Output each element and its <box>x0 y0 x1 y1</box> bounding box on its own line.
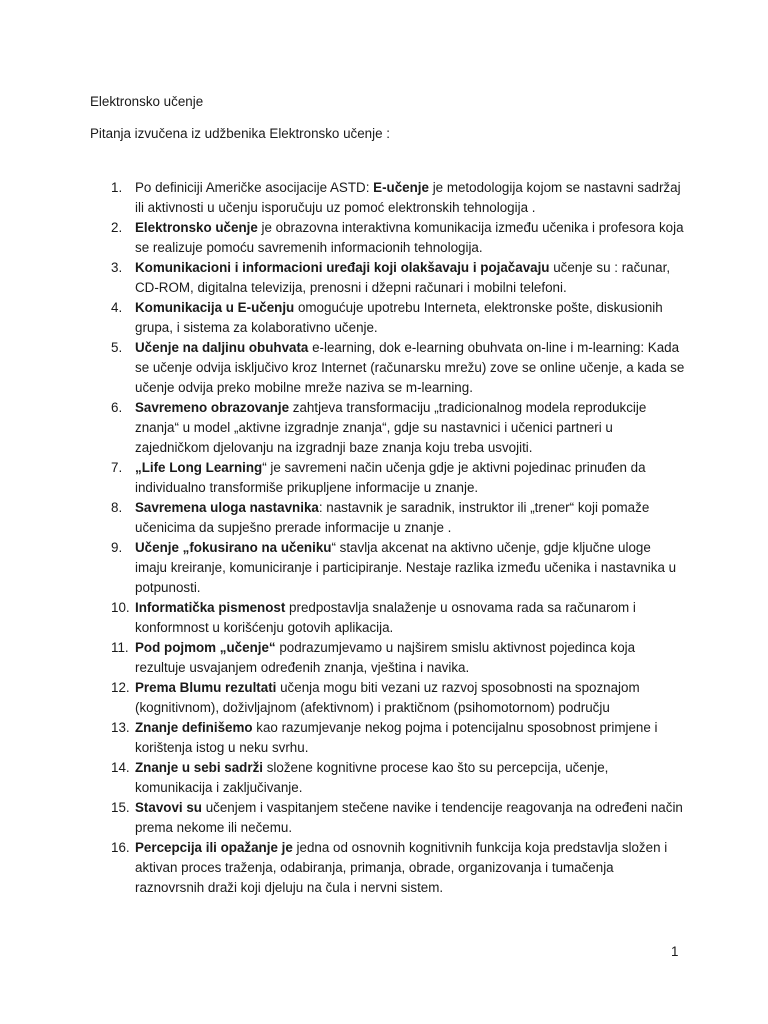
list-item-text <box>135 840 667 895</box>
list-item-number: 10. <box>111 600 130 615</box>
list-item-number: 9. <box>111 540 123 555</box>
bold-term: Percepcija ili opažanje je <box>135 840 293 855</box>
item-text-segment: podrazumjevamo u najširem smislu aktivnost pojedinca koja rezultuje usvajanjem određenih znanja, vještina i navika. <box>135 640 636 675</box>
item-text-segment: predpostavlja snalaženje u osnovama rada sa računarom i konformnost u korišćenju gotovih aplikacija. <box>135 600 636 635</box>
list-item-number: 14. <box>111 760 130 775</box>
document-subtitle: Pitanja izvučena iz udžbenika Elektronsko učenje : <box>90 126 390 141</box>
question-list <box>0 178 768 898</box>
list-item <box>0 718 768 758</box>
page-number: 1 <box>671 944 679 959</box>
list-item-number: 15. <box>111 800 130 815</box>
bold-term: Savremena uloga nastavnika <box>135 500 319 515</box>
list-item-text <box>135 260 670 295</box>
item-text-segment: “ stavlja akcenat na aktivno učenje, gdje ključne uloge imaju kreiranje, komuniciranje i participiranje. Nestaje razlika između učenika i nastavnika u potpunosti. <box>135 540 677 595</box>
item-text-segment: kao razumjevanje nekog pojma i potencijalnu sposobnost primjene i korištenja istog u neku svrhu. <box>135 720 658 755</box>
bold-term: Prema Blumu rezultati <box>135 680 277 695</box>
list-item-number: 7. <box>111 460 123 475</box>
list-item <box>0 218 768 258</box>
bold-term: Pod pojmom „učenje“ <box>135 640 276 655</box>
item-text-segment: učenjem i vaspitanjem stečene navike i tendencije reagovanja na određeni način prema nekome ili nečemu. <box>135 800 683 835</box>
list-item-text <box>135 300 663 335</box>
item-text-segment: omogućuje upotrebu Interneta, elektronske pošte, diskusionih grupa, i sistema za kolaborativno učenje. <box>135 300 663 335</box>
bold-term: „Life Long Learning <box>135 460 263 475</box>
list-item-text <box>135 640 635 675</box>
list-item-number: 12. <box>111 680 130 695</box>
bold-term: E-učenje <box>373 180 429 195</box>
list-item-text <box>135 220 684 255</box>
list-item-number: 5. <box>111 340 123 355</box>
list-item-number: 13. <box>111 720 130 735</box>
list-item <box>0 638 768 678</box>
list-item-number: 2. <box>111 220 123 235</box>
item-text-segment: jedna od osnovnih kognitivnih funkcija koja predstavlja složen i aktivan proces traženja, odabiranja, primanja, obrade, organizovanja i tumačenja raznovrsnih draži koji djeluju na čula i nervni sistem. <box>135 840 668 895</box>
list-item-number: 1. <box>111 180 123 195</box>
list-item <box>0 258 768 298</box>
list-item-text <box>135 720 658 755</box>
item-text-segment: “ je savremeni način učenja gdje je aktivni pojedinac prinuđen da individualno transformiše prikupljene informacije u znanje. <box>135 460 646 495</box>
item-text-segment: : nastavnik je saradnik, instruktor ili „trener“ koji pomaže učenicima da supješno prerade informacije u znanje . <box>135 500 650 535</box>
list-item-text <box>135 800 683 835</box>
list-item <box>0 838 768 898</box>
list-item <box>0 298 768 338</box>
list-item <box>0 598 768 638</box>
document-title: Elektronsko učenje <box>90 94 204 109</box>
list-item-text <box>135 400 646 455</box>
list-item-text <box>135 180 681 215</box>
item-text-segment: učenja mogu biti vezani uz razvoj sposobnosti na spoznajom (kognitivnom), doživljajnom (afektivnom) i praktičnom (psihomotornom) području <box>135 680 640 715</box>
list-item-text <box>135 600 636 635</box>
list-item-number: 3. <box>111 260 123 275</box>
list-item <box>0 678 768 718</box>
item-text-segment: je metodologija kojom se nastavni sadržaj ili aktivnosti u učenju isporučuju uz pomoć elektronskih tehnologija . <box>135 180 681 215</box>
list-item-text <box>135 500 649 535</box>
bold-term: Komunikacija u E-učenju <box>135 300 295 315</box>
list-item-number: 4. <box>111 300 123 315</box>
list-item-text <box>135 460 646 495</box>
list-item-number: 6. <box>111 400 123 415</box>
bold-term: Informatička pismenost <box>135 600 286 615</box>
list-item <box>0 398 768 458</box>
list-item-text <box>135 680 640 715</box>
list-item <box>0 498 768 538</box>
list-item-text <box>135 540 676 595</box>
list-item-text <box>135 340 684 395</box>
bold-term: Savremeno obrazovanje <box>135 400 290 415</box>
list-item <box>0 758 768 798</box>
list-item <box>0 178 768 218</box>
item-text-segment: Po definiciji Američke asocijacije ASTD: <box>135 180 374 195</box>
list-item-text <box>135 760 608 795</box>
item-text-segment: e-learning, dok e-learning obuhvata on-line i m-learning: Kada se učenje odvija isključivo kroz Internet (računarsku mrežu) zove se online učenje, a kada se učenje odvija preko mobilne mreže naziva se m-learning. <box>135 340 685 395</box>
list-item-number: 8. <box>111 500 123 515</box>
bold-term: Znanje definišemo <box>135 720 253 735</box>
bold-term: Učenje na daljinu obuhvata <box>135 340 309 355</box>
list-item <box>0 538 768 598</box>
item-text-segment: učenje su : računar, CD-ROM, digitalna televizija, prenosni i džepni računari i mobilni telefoni. <box>135 260 671 295</box>
item-text-segment: je obrazovna interaktivna komunikacija između učenika i profesora koja se realizuje pomoću savremenih informacionih tehnologija. <box>135 220 684 255</box>
list-item <box>0 798 768 838</box>
bold-term: Komunikacioni i informacioni uređaji koji olakšavaju i pojačavaju <box>135 260 550 275</box>
item-text-segment: složene kognitivne procese kao što su percepcija, učenje, komunikacija i zaključivanje. <box>135 760 609 795</box>
list-item <box>0 458 768 498</box>
list-item-number: 11. <box>111 640 129 655</box>
bold-term: Stavovi su <box>135 800 202 815</box>
bold-term: Znanje u sebi sadrži <box>135 760 263 775</box>
list-item <box>0 338 768 398</box>
item-text-segment: zahtjeva transformaciju „tradicionalnog modela reprodukcije znanja“ u model „aktivne izgradnje znanja“, gdje su nastavnici i učenici partneri u zajedničkom djelovanju na izgradnji baze znanja koju treba usvojiti. <box>135 400 647 455</box>
bold-term: Učenje „fokusirano na učeniku <box>135 540 332 555</box>
bold-term: Elektronsko učenje <box>135 220 258 235</box>
list-item-number: 16. <box>111 840 130 855</box>
